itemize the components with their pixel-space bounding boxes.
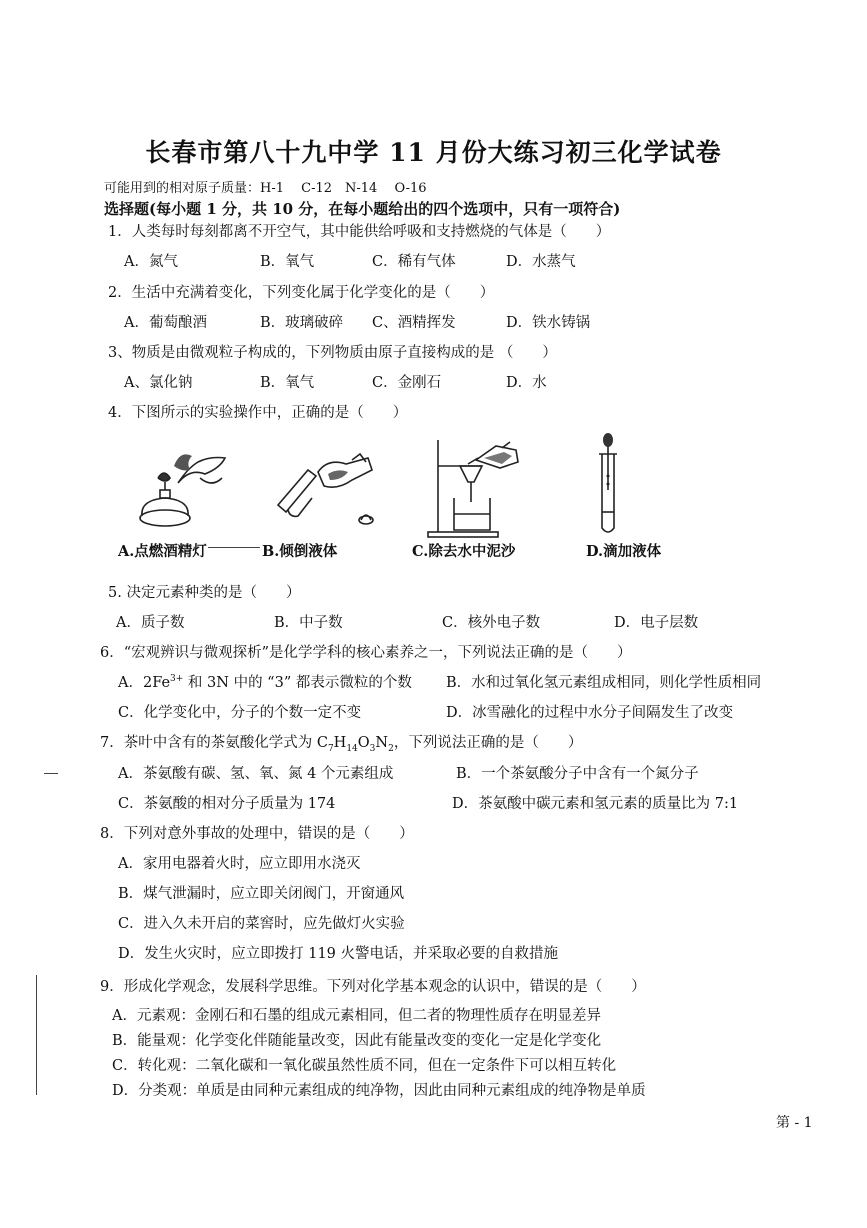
q6-option-c: C．化学变化中，分子的个数一定不变: [118, 705, 362, 721]
page-title: 长春市第八十九中学 11 月份大练习初三化学试卷: [145, 138, 722, 167]
q1-option-d: D．水蒸气: [506, 254, 576, 270]
q2-option-d: D．铁水铸锅: [506, 315, 591, 331]
q6-stem: 6．“宏观辨识与微观探析”是化学学科的核心素养之一，下列说法正确的是（ ）: [100, 645, 632, 661]
q1-option-a: A．氮气: [124, 254, 178, 270]
dropper-illustration: [588, 432, 628, 540]
q4-caption-d: D.滴加液体: [586, 543, 662, 560]
filtration-illustration: [420, 432, 540, 540]
page-number: 第 - 1: [776, 1115, 813, 1131]
q5-stem: 5. 决定元素种类的是（ ）: [108, 585, 301, 601]
q2-option-c: C、酒精挥发: [372, 315, 456, 331]
atomic-masses: 可能用到的相对原子质量：H-1 C-12 N-14 O-16: [104, 181, 427, 196]
scan-mark: [208, 547, 260, 548]
q2-stem: 2．生活中充满着变化，下列变化属于化学变化的是（ ）: [108, 285, 495, 301]
q6-option-b: B．水和过氧化氢元素组成相同，则化学性质相同: [446, 675, 762, 691]
q2-option-a: A．葡萄酿酒: [124, 315, 207, 331]
q7-option-d: D．茶氨酸中碳元素和氢元素的质量比为 7:1: [452, 796, 739, 812]
q2-option-b: B．玻璃破碎: [260, 315, 344, 331]
scan-mark: [44, 773, 58, 774]
q4-caption-a: A.点燃酒精灯: [118, 543, 207, 560]
q4-caption-b: B.倾倒液体: [262, 543, 338, 560]
q1-stem: 1．人类每时每刻都离不开空气，其中能供给呼吸和支持燃烧的气体是（ ）: [108, 224, 611, 240]
q3-stem: 3、物质是由微观粒子构成的，下列物质由原子直接构成的是 （ ）: [108, 345, 557, 361]
q6-option-a: A．$2Fe^{3+}$ 和 3N 中的 “3” 都表示微粒的个数: [118, 674, 412, 691]
q1-option-b: B．氧气: [260, 254, 315, 270]
q9-option-c: C．转化观：二氧化碳和一氧化碳虽然性质不同，但在一定条件下可以相互转化: [112, 1058, 617, 1074]
q6-option-d: D．冰雪融化的过程中水分子间隔发生了改变: [446, 705, 734, 721]
q4-caption-c: C.除去水中泥沙: [412, 543, 516, 560]
q9-option-b: B．能量观：化学变化伴随能量改变，因此有能量改变的变化一定是化学变化: [112, 1033, 602, 1049]
q8-option-b: B．煤气泄漏时，应立即关闭阀门，开窗通风: [118, 886, 405, 902]
q7-option-b: B．一个茶氨酸分子中含有一个氮分子: [456, 766, 699, 782]
q1-option-c: C．稀有气体: [372, 254, 456, 270]
q9-option-d: D．分类观：单质是由同种元素组成的纯净物，因此由同种元素组成的纯净物是单质: [112, 1083, 646, 1099]
scan-mark: [36, 975, 37, 1095]
q8-option-a: A．家用电器着火时，应立即用水浇灭: [118, 856, 361, 872]
section-heading: 选择题(每小题 1 分，共 10 分，在每小题给出的四个选项中，只有一项符合): [104, 200, 621, 218]
q7-option-a: A．茶氨酸有碳、氢、氧、氮 4 个元素组成: [118, 766, 394, 782]
q3-option-a: A、氯化钠: [124, 375, 193, 391]
q9-stem: 9．形成化学观念，发展科学思维。下列对化学基本观念的认识中，错误的是（ ）: [100, 979, 646, 995]
q8-option-c: C．进入久未开启的菜窖时，应先做灯火实验: [118, 916, 405, 932]
q8-stem: 8．下列对意外事故的处理中，错误的是（ ）: [100, 826, 414, 842]
pouring-liquid-illustration: [268, 450, 383, 535]
q3-option-c: C．金刚石: [372, 375, 442, 391]
q5-option-d: D．电子层数: [614, 615, 699, 631]
q3-option-b: B．氧气: [260, 375, 315, 391]
q5-option-c: C．核外电子数: [442, 615, 541, 631]
q4-stem: 4．下图所示的实验操作中，正确的是（ ）: [108, 405, 408, 421]
q9-option-a: A．元素观：金刚石和石墨的组成元素相同，但二者的物理性质存在明显差异: [112, 1008, 601, 1024]
q8-option-d: D．发生火灾时，应立即拨打 119 火警电话，并采取必要的自救措施: [118, 946, 559, 962]
q3-option-d: D．水: [506, 375, 547, 391]
q7-stem: 7．茶叶中含有的茶氨酸化学式为 $C_7H_{14}O_3N_2$，下列说法正确的是（ ）: [100, 735, 583, 754]
q7-option-c: C．茶氨酸的相对分子质量为 174: [118, 796, 336, 812]
q5-option-a: A．质子数: [116, 615, 185, 631]
q5-option-b: B．中子数: [274, 615, 343, 631]
alcohol-lamp-illustration: [130, 448, 240, 538]
